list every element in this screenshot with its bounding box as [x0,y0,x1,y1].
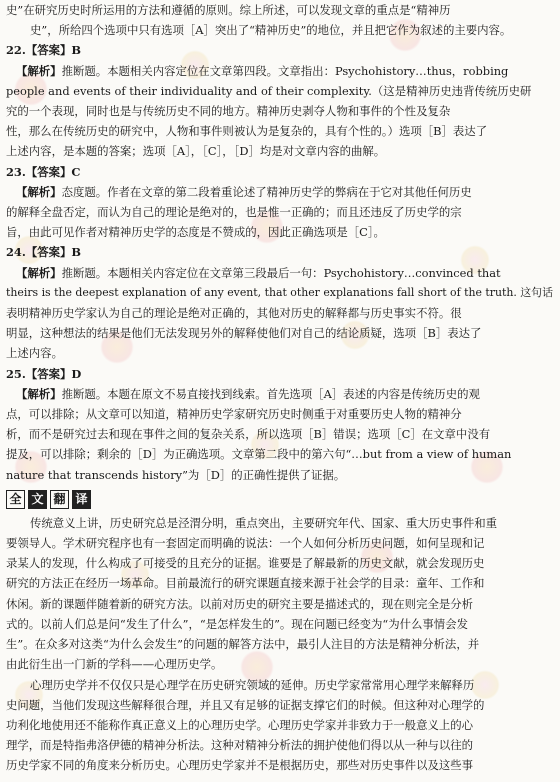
analysis-line: nature that transcends history”为［D］的正确性提供了证据。 [6,467,346,482]
intro-line: 史”，所给四个选项中只有选项［A］突出了“精神历史”的地位，并且把它作为叙述的主要内容。 [30,23,512,38]
analysis-line: 上述内容，是本题的答案；选项［A］，［C］，［D］均是对文章内容的曲解。 [6,144,386,159]
section-char: 文 [28,490,47,509]
question-22-answer [6,40,554,60]
translation-line: 心理历史学并不仅仅只是心理学在历史研究领域的延伸。历史学家常常用心理学来解释历 [30,677,475,692]
question-25-answer [6,364,554,384]
analysis-text: 推断题。本题相关内容定位在文章第三段最后一句：Psychohistory…convinced that [61,265,501,280]
analysis-text: 态度题。作者在文章的第二段着重论述了精神历史学的弊病在于它对其他任何历史 [61,184,472,199]
analysis-line: people and events of their individuality and of their complexity.（这是精神历史违背传统历史研 [6,83,532,98]
answer-label: 【答案】C [25,164,81,179]
answer-label: 【答案】B [25,43,82,58]
analysis-line: 性，那么在传统历史的研究中，人物和事件则被认为是复杂的，具有个性的。）选项［B］表达了 [6,124,488,139]
answer-label: 【答案】B [25,245,82,260]
section-char: 全 [6,490,25,509]
translation-line: 录某人的发现，什么构成了可接受的且充分的证据。谁要是了解最新的历史文献，就会发现历史 [6,556,485,571]
analysis-label: 【解析】 [16,386,62,401]
analysis-line: 点，可以排除；从文章可以知道，精神历史学家研究历史时侧重于对重要历史人物的精神分 [6,407,462,422]
analysis-label: 【解析】 [16,265,62,280]
section-header-full-translation [6,490,554,509]
analysis-line: 的解释全盘否定，而认为自己的理论是绝对的，也是惟一正确的；而且还违反了历史学的宗 [6,205,462,220]
section-char: 翻 [50,490,69,509]
analysis-label: 【解析】 [16,63,62,78]
analysis-line: 究的一个表现，同时也是与传统历史不同的地方。精神历史剥夺人物和事件的个性及复杂 [6,104,451,119]
analysis-line: 明显，这种想法的结果是他们无法发现另外的解释使他们对自己的结论质疑，选项［B］表达了 [6,326,482,341]
question-number: 23. [6,164,26,179]
analysis-text: 推断题。本题相关内容定位在文章第四段。文章指出：Psychohistory…thus，robbing [61,63,509,78]
analysis-line: 表明精神历史学家认为自己的理论是绝对正确的，其他对历史的解释都与历史事实不符。很 [6,306,462,321]
document-page [6,0,554,776]
analysis-line: 析，而不是研究过去和现在事件之间的复杂关系，所以选项［B］错误；选项［C］在文章中没有 [6,427,491,442]
analysis-line: 提及，可以排除；剩余的［D］为正确选项。文章第二段中的第六句“…but from a view of human [6,447,512,462]
translation-line: 要领导人。学术研究程序也有一套固定而明确的说法：一个人如何分析历史问题，如何呈现和记 [6,536,485,551]
translation-line: 由此衍生出一门新的学科——心理历史学。 [6,657,223,672]
translation-line: 历史学家不同的角度来分析历史。心理历史学家并不是根据历史，那些对历史事件以及这些事 [6,758,474,773]
analysis-line: theirs is the deepest explanation of any event, that other explanations fall short of the truth. 这句话 [6,285,553,299]
analysis-label: 【解析】 [16,184,62,199]
translation-line: 式的。以前人们总是问“发生了什么”，“是怎样发生的”。现在问题已经变为“为什么事情会发 [6,616,468,631]
question-number: 25. [6,366,26,381]
answer-label: 【答案】D [25,366,82,381]
question-number: 22. [6,43,26,58]
translation-line: 生”。在众多对这类“为什么会发生”的问题的解答方法中，最引人注目的方法是精神分析法，并 [6,637,480,652]
translation-line: 功利化地使用还不能称作真正意义上的心理历史学。心理历史学家并非致力于一般意义上的心 [6,717,474,732]
analysis-line: 旨，由此可见作者对精神历史学的态度是不赞成的，因此正确选项是［C］。 [6,225,385,240]
analysis-text: 推断题。本题在原文不易直接找到线索。首先选项［A］表述的内容是传统历史的观 [61,386,480,401]
question-number: 24. [6,245,26,260]
question-23-answer [6,162,554,182]
translation-line: 休闲。新的课题伴随着新的研究方法。以前对历史的研究主要是描述式的，现在则完全是分析 [6,596,474,611]
translation-line: 研究的方法正在经历一场革命。目前最流行的研究课题直接来源于社会学的目录：童年、工作和 [6,576,485,591]
intro-line: 史”在研究历史时所运用的方法和遵循的原则。综上所述，可以发现文章的重点是“精神历 [6,3,451,17]
translation-line: 史问题，当他们发现这些解释很合理，并且又有足够的证据支撑它们的时候。但这种对心理学的 [6,697,485,712]
analysis-line [6,182,554,202]
translation-line: 传统意义上讲，历史研究总是泾渭分明，重点突出，主要研究年代、国家、重大历史事件和重 [30,515,498,530]
analysis-line [6,61,554,81]
translation-line: 理学，而是特指弗洛伊德的精神分析法。这种对精神分析法的拥护使他们得以从一种与以往的 [6,738,474,753]
analysis-line: 上述内容。 [6,346,63,361]
analysis-line [6,384,554,404]
analysis-line [6,263,554,283]
section-char: 译 [72,490,91,509]
question-24-answer [6,242,554,262]
